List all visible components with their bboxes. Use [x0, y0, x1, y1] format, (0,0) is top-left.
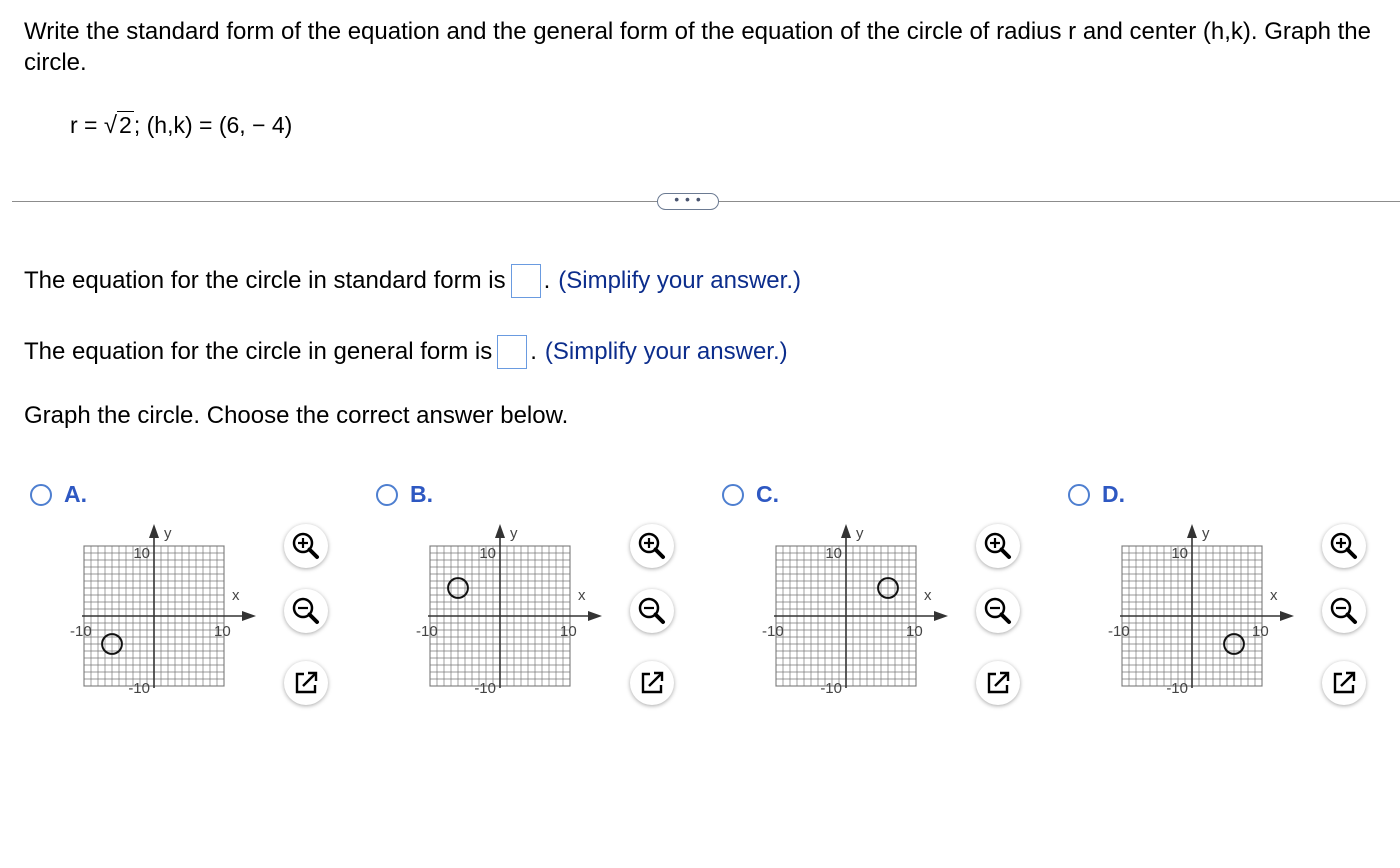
y-axis-label: y	[164, 525, 172, 542]
zoom-in-icon	[1322, 524, 1366, 568]
radius-prefix: r =	[70, 112, 98, 138]
choice-d[interactable]	[1064, 478, 1394, 708]
choice-a-letter: A.	[64, 481, 87, 507]
general-form-period: .	[530, 338, 537, 365]
x-axis-label: x	[924, 587, 932, 604]
choice-a-graph	[26, 518, 296, 718]
expand-icon	[1322, 661, 1366, 705]
standard-form-question	[24, 264, 801, 298]
choice-c-radio[interactable]	[722, 484, 744, 506]
zoom-in-icon	[976, 524, 1020, 568]
choice-d-graph	[1064, 518, 1334, 718]
x-axis-label: x	[578, 587, 586, 604]
choice-c[interactable]	[718, 478, 1048, 708]
y-min-tick-label: -10	[820, 680, 842, 697]
expand-icon	[284, 661, 328, 705]
y-axis-label: y	[856, 525, 864, 542]
choice-c-zoom-in-button[interactable]	[976, 524, 1020, 568]
x-axis-arrow	[242, 611, 256, 621]
choice-b-zoom-out-button[interactable]	[630, 589, 674, 633]
standard-form-text: The equation for the circle in standard form is	[24, 267, 506, 294]
y-axis-label: y	[1202, 525, 1210, 542]
y-max-tick-label: 10	[1171, 545, 1188, 562]
choice-b[interactable]	[372, 478, 702, 708]
choice-d-expand-button[interactable]	[1322, 661, 1366, 705]
choice-c-zoom-out-button[interactable]	[976, 589, 1020, 633]
choice-b-zoom-in-button[interactable]	[630, 524, 674, 568]
radicand: 2	[119, 112, 132, 138]
choice-c-graph	[718, 518, 988, 718]
choice-a-zoom-in-button[interactable]	[284, 524, 328, 568]
question-prompt: Write the standard form of the equation and the general form of the equation of the circle of radius r and center (h,k). Graph the circle.	[24, 18, 1371, 76]
choice-b-letter: B.	[410, 481, 433, 507]
expand-icon	[976, 661, 1020, 705]
x-axis-arrow	[934, 611, 948, 621]
general-form-answer-input[interactable]	[497, 335, 527, 369]
choice-a-zoom-out-button[interactable]	[284, 589, 328, 633]
general-form-text: The equation for the circle in general form is	[24, 338, 493, 365]
more-button[interactable]: • • •	[657, 193, 719, 210]
general-form-question	[24, 335, 788, 369]
zoom-out-icon	[976, 589, 1020, 633]
general-form-hint: (Simplify your answer.)	[544, 338, 788, 365]
expand-icon	[630, 661, 674, 705]
zoom-in-icon	[630, 524, 674, 568]
y-axis-arrow	[149, 524, 159, 538]
zoom-out-icon	[1322, 589, 1366, 633]
y-axis-label: y	[510, 525, 518, 542]
y-min-tick-label: -10	[1166, 680, 1188, 697]
y-min-tick-label: -10	[474, 680, 496, 697]
y-axis-arrow	[1187, 524, 1197, 538]
x-min-tick-label: -10	[762, 623, 784, 640]
choice-b-expand-button[interactable]	[630, 661, 674, 705]
x-min-tick-label: -10	[416, 623, 438, 640]
choice-d-letter: D.	[1102, 481, 1125, 507]
x-min-tick-label: -10	[70, 623, 92, 640]
zoom-out-icon	[284, 589, 328, 633]
graph-prompt: Graph the circle. Choose the correct answer below.	[24, 402, 569, 429]
choice-a[interactable]	[26, 478, 356, 708]
x-axis-label: x	[232, 587, 240, 604]
standard-form-hint: (Simplify your answer.)	[558, 267, 801, 294]
choice-b-radio[interactable]	[376, 484, 398, 506]
choice-a-radio[interactable]	[30, 484, 52, 506]
y-max-tick-label: 10	[133, 545, 150, 562]
x-max-tick-label: 10	[560, 623, 577, 640]
y-axis-arrow	[495, 524, 505, 538]
x-max-tick-label: 10	[1252, 623, 1269, 640]
standard-form-answer-input[interactable]	[511, 264, 541, 298]
choice-d-zoom-out-button[interactable]	[1322, 589, 1366, 633]
choice-b-graph	[372, 518, 642, 718]
choice-d-zoom-in-button[interactable]	[1322, 524, 1366, 568]
y-axis-arrow	[841, 524, 851, 538]
y-min-tick-label: -10	[128, 680, 150, 697]
x-axis-arrow	[1280, 611, 1294, 621]
choice-c-letter: C.	[756, 481, 779, 507]
choice-d-radio[interactable]	[1068, 484, 1090, 506]
y-max-tick-label: 10	[479, 545, 496, 562]
square-root: √2	[103, 112, 132, 139]
x-min-tick-label: -10	[1108, 623, 1130, 640]
x-max-tick-label: 10	[906, 623, 923, 640]
zoom-out-icon	[630, 589, 674, 633]
choice-c-expand-button[interactable]	[976, 661, 1020, 705]
zoom-in-icon	[284, 524, 328, 568]
standard-form-period: .	[543, 267, 551, 294]
center-text: ; (h,k) = (6, − 4)	[133, 112, 293, 138]
x-axis-label: x	[1270, 587, 1278, 604]
given-values	[70, 112, 292, 140]
y-max-tick-label: 10	[825, 545, 842, 562]
x-axis-arrow	[588, 611, 602, 621]
x-max-tick-label: 10	[214, 623, 231, 640]
choice-a-expand-button[interactable]	[284, 661, 328, 705]
